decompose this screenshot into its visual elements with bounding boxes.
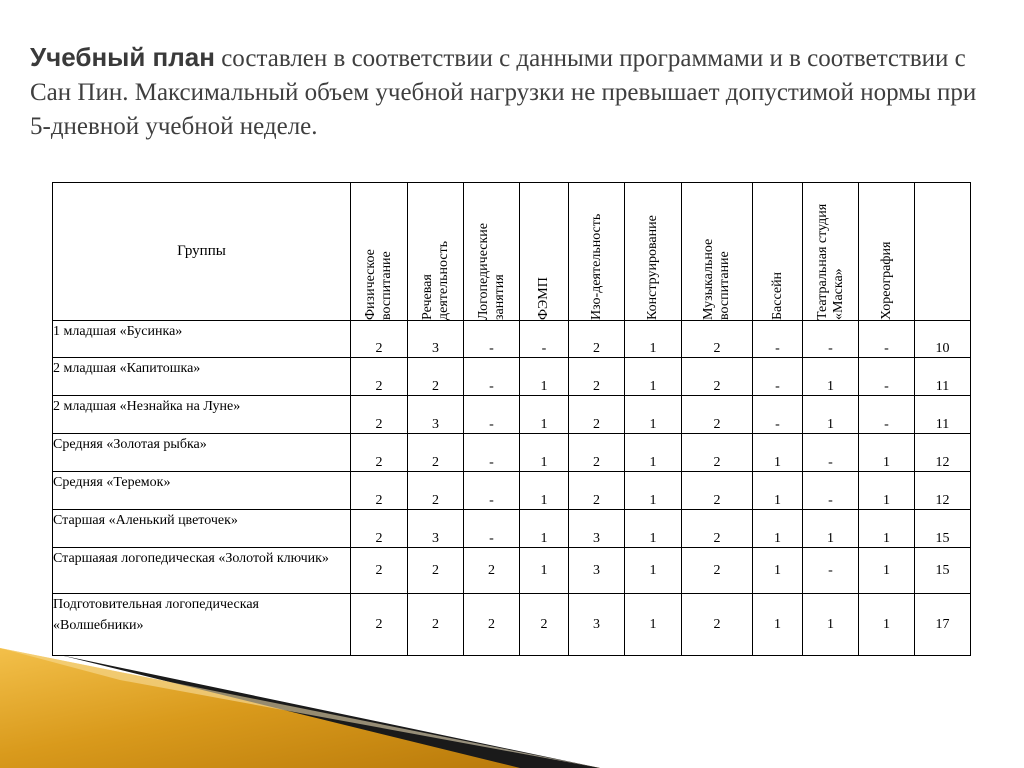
value-cell: 1 (520, 472, 569, 510)
value-cell: - (753, 321, 803, 358)
value-cell: 1 (520, 358, 569, 396)
total-cell: 11 (915, 358, 971, 396)
group-name-cell: Средняя «Золотая рыбка» (53, 434, 351, 472)
group-name-cell: Старшая «Аленький цветочек» (53, 510, 351, 548)
value-cell: 3 (569, 510, 625, 548)
group-name-cell: Старшаяая логопедическая «Золотой ключик» (53, 548, 351, 594)
table-row (53, 548, 971, 594)
table-row (53, 594, 971, 656)
value-cell: - (464, 510, 520, 548)
value-cell: 1 (803, 358, 859, 396)
value-cell: - (859, 396, 915, 434)
value-cell: 1 (753, 434, 803, 472)
value-cell: 2 (408, 472, 464, 510)
total-cell: 15 (915, 548, 971, 594)
table-row (53, 358, 971, 396)
value-cell: 2 (682, 472, 753, 510)
value-cell: 1 (520, 434, 569, 472)
group-name-cell: 2 младшая «Капитошка» (53, 358, 351, 396)
group-name-cell: 1 младшая «Бусинка» (53, 321, 351, 358)
value-cell: 2 (351, 548, 408, 594)
value-cell: 2 (682, 548, 753, 594)
value-cell: - (520, 321, 569, 358)
value-cell: - (464, 358, 520, 396)
value-cell: - (464, 321, 520, 358)
value-cell: 2 (682, 358, 753, 396)
value-cell: 1 (625, 510, 682, 548)
groups-header: Группы (53, 183, 351, 321)
value-cell: 2 (408, 358, 464, 396)
group-name-cell: Средняя «Теремок» (53, 472, 351, 510)
group-name-cell: 2 младшая «Незнайка на Луне» (53, 396, 351, 434)
total-cell: 11 (915, 396, 971, 434)
value-cell: 1 (520, 396, 569, 434)
value-cell: - (753, 396, 803, 434)
table-header-row (53, 183, 971, 321)
heading-bold-title: Учебный план (30, 42, 215, 72)
value-cell: 1 (803, 594, 859, 656)
value-cell: 2 (569, 321, 625, 358)
column-header-total (915, 183, 971, 321)
column-header: Физическое воспитание (351, 183, 408, 321)
value-cell: 2 (351, 358, 408, 396)
value-cell: 1 (625, 396, 682, 434)
column-header: Театральная студия «Маска» (803, 183, 859, 321)
value-cell: 2 (520, 594, 569, 656)
value-cell: - (803, 548, 859, 594)
total-cell: 17 (915, 594, 971, 656)
value-cell: - (803, 321, 859, 358)
table-row (53, 510, 971, 548)
value-cell: 2 (408, 548, 464, 594)
heading-text: составлен в соответствии с данными программами и в соответствии с Сан Пин. Максимальный объем учебной нагрузки не превышает допустимой нормы при 5-дневной учебной неделе. (30, 45, 977, 140)
value-cell: 1 (753, 594, 803, 656)
column-header: Хореография (859, 183, 915, 321)
value-cell: 2 (682, 321, 753, 358)
table-row (53, 472, 971, 510)
value-cell: - (803, 434, 859, 472)
column-header: Конструирование (625, 183, 682, 321)
value-cell: - (859, 321, 915, 358)
value-cell: 1 (625, 358, 682, 396)
group-name-cell: Подготовительная логопедическая «Волшебники» (53, 594, 351, 656)
column-header: Речевая деятельность (408, 183, 464, 321)
value-cell: 3 (408, 321, 464, 358)
value-cell: - (753, 358, 803, 396)
total-cell: 15 (915, 510, 971, 548)
total-cell: 12 (915, 472, 971, 510)
value-cell: 2 (569, 358, 625, 396)
value-cell: 3 (408, 510, 464, 548)
column-header: Бассейн (753, 183, 803, 321)
value-cell: 2 (408, 594, 464, 656)
value-cell: 3 (569, 548, 625, 594)
value-cell: 1 (625, 321, 682, 358)
value-cell: 1 (625, 434, 682, 472)
table-row (53, 321, 971, 358)
curriculum-table (52, 182, 971, 656)
value-cell: 1 (859, 548, 915, 594)
value-cell: 2 (569, 434, 625, 472)
value-cell: 1 (859, 594, 915, 656)
column-header: ФЭМП (520, 183, 569, 321)
value-cell: 2 (682, 434, 753, 472)
value-cell: 3 (408, 396, 464, 434)
value-cell: 3 (569, 594, 625, 656)
value-cell: 1 (753, 510, 803, 548)
value-cell: 1 (803, 396, 859, 434)
value-cell: 2 (682, 396, 753, 434)
value-cell: - (464, 472, 520, 510)
column-header: Логопедические занятия (464, 183, 520, 321)
page-heading (30, 40, 990, 144)
value-cell: - (464, 396, 520, 434)
value-cell: 2 (464, 548, 520, 594)
value-cell: 2 (682, 510, 753, 548)
value-cell: 1 (625, 594, 682, 656)
table-row (53, 434, 971, 472)
value-cell: 1 (859, 472, 915, 510)
value-cell: - (859, 358, 915, 396)
value-cell: 2 (351, 472, 408, 510)
value-cell: 2 (682, 594, 753, 656)
value-cell: 2 (464, 594, 520, 656)
table-row (53, 396, 971, 434)
total-cell: 10 (915, 321, 971, 358)
value-cell: 2 (351, 321, 408, 358)
value-cell: 1 (753, 548, 803, 594)
value-cell: - (803, 472, 859, 510)
value-cell: 1 (753, 472, 803, 510)
value-cell: 2 (408, 434, 464, 472)
value-cell: 1 (859, 434, 915, 472)
value-cell: 1 (520, 548, 569, 594)
value-cell: 2 (351, 434, 408, 472)
value-cell: 2 (569, 396, 625, 434)
value-cell: 1 (625, 472, 682, 510)
total-cell: 12 (915, 434, 971, 472)
value-cell: 1 (520, 510, 569, 548)
value-cell: - (464, 434, 520, 472)
value-cell: 2 (351, 396, 408, 434)
column-header: Изо-деятельность (569, 183, 625, 321)
value-cell: 1 (803, 510, 859, 548)
value-cell: 2 (351, 510, 408, 548)
value-cell: 1 (625, 548, 682, 594)
value-cell: 2 (351, 594, 408, 656)
column-header: Музыкальное воспитание (682, 183, 753, 321)
value-cell: 1 (859, 510, 915, 548)
value-cell: 2 (569, 472, 625, 510)
